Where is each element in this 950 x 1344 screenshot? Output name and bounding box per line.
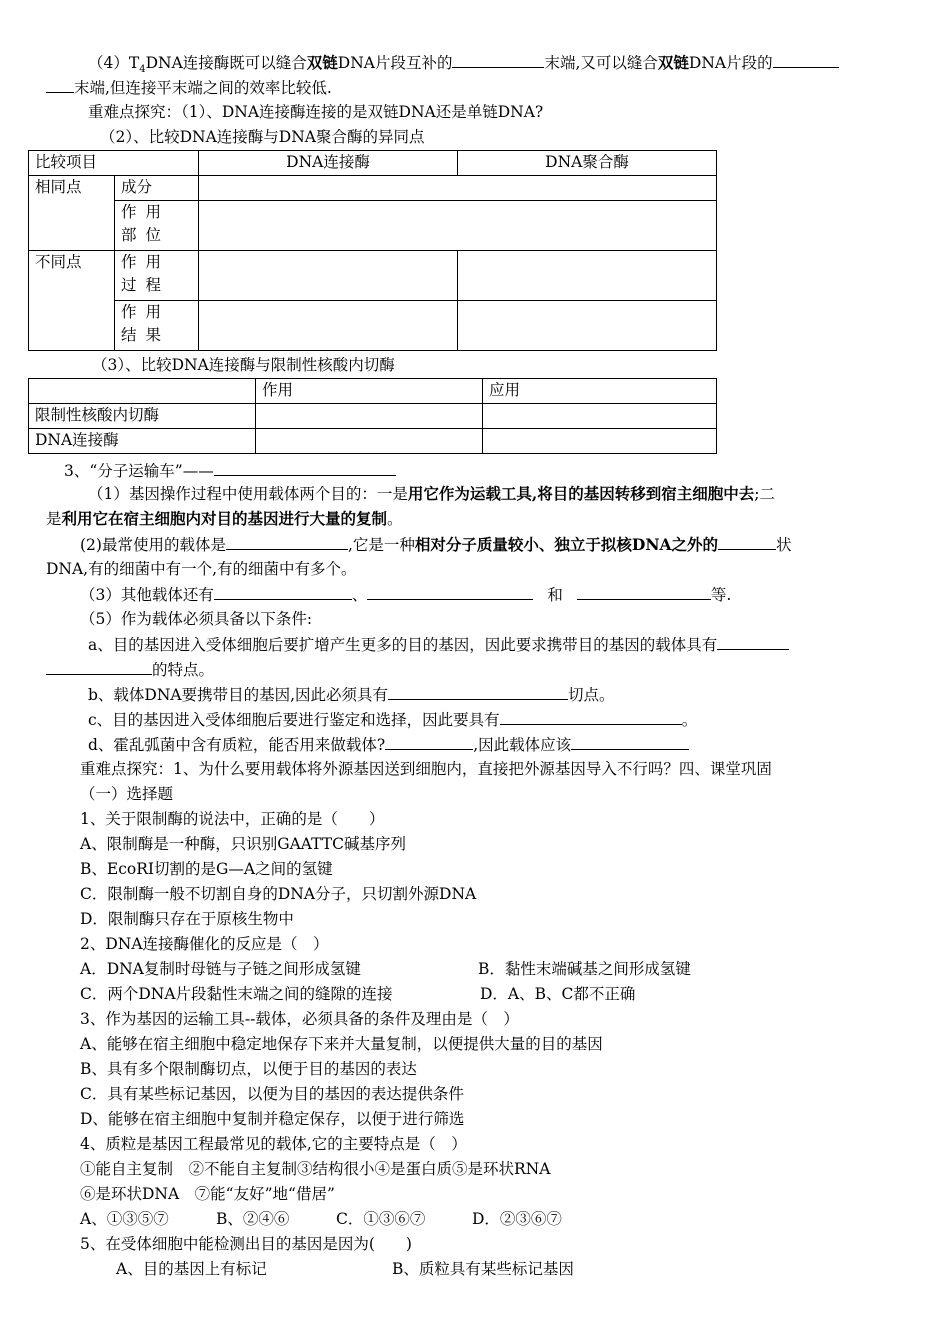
pd-line xyxy=(88,734,689,755)
p2-text-d: 状 xyxy=(776,536,792,554)
q4b-option-d[interactable]: D．②③⑥⑦ xyxy=(472,1210,562,1228)
q4b-option-b[interactable]: B、②④⑥ xyxy=(216,1210,290,1228)
p3-text-b: 、 xyxy=(351,586,368,604)
pc-text-b: 。 xyxy=(681,711,698,729)
q4b-option-c[interactable]: C．①③⑥⑦ xyxy=(336,1210,426,1228)
pc-line xyxy=(88,709,697,730)
pc-text-a: c、目的基因进入受体细胞后要进行鉴定和选择，因此要具有 xyxy=(88,711,500,729)
key-question-1: 重难点探究：（1）、DNA连接酶连接的是双链DNA还是单链DNA? xyxy=(88,103,544,121)
pa-line1 xyxy=(88,634,789,655)
key-question-2: （2）、比较DNA连接酶与DNA聚合酶的异同点 xyxy=(100,128,425,146)
pb-line xyxy=(88,684,615,705)
blank-p3-2[interactable] xyxy=(367,584,533,600)
pa-text-b: 的特点。 xyxy=(152,661,215,679)
p2-text-b: ,它是一种 xyxy=(347,536,415,554)
table2-row-restriction: 限制性核酸内切酶 xyxy=(29,404,256,429)
p1-text-c: ;二 xyxy=(754,485,776,503)
table1-cell-component[interactable] xyxy=(199,176,717,201)
blank-q4-2[interactable] xyxy=(773,52,839,68)
pb-text-a: b、载体DNA要携带目的基因,因此必须具有 xyxy=(88,686,389,704)
p1-text-d: 是 xyxy=(46,510,62,528)
table1-cell-site[interactable] xyxy=(199,201,717,251)
q4-text-d: 末端,又可以缝合 xyxy=(544,54,658,72)
q4-text-l2: 末端,但连接平末端之间的效率比较低. xyxy=(74,79,332,97)
table1-row-site: 作用部位 xyxy=(115,201,199,251)
pa-line2 xyxy=(46,659,214,680)
q3-option-d[interactable]: D、能够在宿主细胞中复制并稳定保存，以便于进行筛选 xyxy=(80,1110,465,1128)
comparison-table-ligase-polymerase xyxy=(28,150,717,351)
blank-p3-1[interactable] xyxy=(214,584,352,600)
table1-cell-process-ligase[interactable] xyxy=(199,251,458,301)
p1-bold-e: 利用它在宿主细胞内对目的基因进行大量的复制 xyxy=(61,509,388,528)
p1-line2 xyxy=(46,509,403,529)
q4-line1 xyxy=(88,52,839,80)
blank-pa-2[interactable] xyxy=(46,659,152,675)
q2-option-d[interactable]: D．A、B、C都不正确 xyxy=(480,985,636,1003)
p3-text-d: 等. xyxy=(710,586,732,604)
q4-text-e: DNA片段的 xyxy=(688,54,773,72)
table2-cell-ligase-function[interactable] xyxy=(256,429,483,454)
p1-bold-b: 用它作为运载工具,将目的基因转移到宿主细胞中去 xyxy=(407,484,755,503)
q2-option-a[interactable]: A．DNA复制时母链与子链之间形成氢键 xyxy=(80,960,361,978)
q4-text-a: DNA连接酶既可以缝合 xyxy=(145,54,307,72)
q4-prefix: （4）T xyxy=(88,54,140,72)
table1-header-polymerase: DNA聚合酶 xyxy=(458,151,717,176)
table2-header-application: 应用 xyxy=(483,379,717,404)
p1-text-a: （1）基因操作过程中使用载体两个目的：一是 xyxy=(88,485,408,503)
pd-text-b: ,因此载体应该 xyxy=(473,736,572,754)
table1-cell-result-ligase[interactable] xyxy=(199,301,458,351)
table2-header-function: 作用 xyxy=(256,379,483,404)
q2-option-c[interactable]: C．两个DNA片段黏性末端之间的缝隙的连接 xyxy=(80,985,393,1003)
q1-option-d[interactable]: D．限制酶只存在于原核生物中 xyxy=(80,910,294,928)
table2-cell-ligase-application[interactable] xyxy=(483,429,717,454)
q4-bold-1: 双链 xyxy=(306,53,338,72)
q1-option-c[interactable]: C．限制酶一般不切割自身的DNA分子，只切割外源DNA xyxy=(80,885,477,903)
section-3-label: 3、“分子运输车”—— xyxy=(64,462,214,480)
q1-option-a[interactable]: A、限制酶是一种酶，只识别GAATTC碱基序列 xyxy=(80,835,406,853)
blank-q4-2b[interactable] xyxy=(46,77,74,93)
q5-option-a[interactable]: A、目的基因上有标记 xyxy=(116,1260,267,1278)
table1-row-result: 作用结果 xyxy=(115,301,199,351)
q4-text-c: DNA片段互补的 xyxy=(337,54,453,72)
q4-subscript: 4 xyxy=(139,64,146,76)
table2-cell-restriction-function[interactable] xyxy=(256,404,483,429)
key-question-3: （3）、比较DNA连接酶与限制性核酸内切酶 xyxy=(92,356,395,374)
pd-text-a: d、霍乱弧菌中含有质粒，能否用来做载体? xyxy=(88,736,386,754)
p5-line: （5）作为载体必须具备以下条件: xyxy=(80,610,313,628)
q5-stem: 5、在受体细胞中能检测出目的基因是因为( ) xyxy=(80,1235,412,1253)
blank-sec3[interactable] xyxy=(214,460,396,476)
q4-bold-2: 双链 xyxy=(657,53,689,72)
q4b-option-a[interactable]: A、①③⑤⑦ xyxy=(80,1210,169,1228)
pa-text-a: a、目的基因进入受体细胞后要扩增产生更多的目的基因，因此要求携带目的基因的载体具有 xyxy=(88,636,718,654)
blank-pc[interactable] xyxy=(500,709,682,725)
blank-p2-1[interactable] xyxy=(226,534,348,550)
p3-line xyxy=(80,584,731,605)
p2-line1 xyxy=(80,534,792,555)
blank-p3-3[interactable] xyxy=(577,584,711,600)
q2-option-b[interactable]: B．黏性末端碱基之间形成氢键 xyxy=(478,960,691,978)
blank-q4-1[interactable] xyxy=(452,52,544,68)
table1-header-ligase: DNA连接酶 xyxy=(199,151,458,176)
p1-text-f: 。 xyxy=(387,510,403,528)
blank-pd-2[interactable] xyxy=(571,734,689,750)
blank-pd-1[interactable] xyxy=(385,734,473,750)
q1-option-b[interactable]: B、EcoRI切割的是G—A之间的氢键 xyxy=(80,860,333,878)
blank-pb[interactable] xyxy=(388,684,568,700)
q3-stem: 3、作为基因的运输工具--载体，必须具备的条件及理由是（ ） xyxy=(80,1010,519,1028)
p2-text-a: (2)最常使用的载体是 xyxy=(80,536,226,554)
q5-option-b[interactable]: B、质粒具有某些标记基因 xyxy=(392,1260,574,1278)
table2-row-ligase: DNA连接酶 xyxy=(29,429,256,454)
table1-row-component: 成分 xyxy=(115,176,199,201)
q4-line2 xyxy=(46,77,332,98)
p2-bold-c: 相对分子质量较小、独立于拟核DNA之外的 xyxy=(414,535,719,554)
q3-option-c[interactable]: C．具有某些标记基因，以便为目的基因的表达提供条件 xyxy=(80,1085,464,1103)
q3-option-a[interactable]: A、能够在宿主细胞中稳定地保存下来并大量复制，以便提供大量的目的基因 xyxy=(80,1035,603,1053)
section-3-title xyxy=(64,460,396,481)
table1-header-item: 比较项目 xyxy=(29,151,199,176)
q3-option-b[interactable]: B、具有多个限制酶切点，以便于目的基因的表达 xyxy=(80,1060,417,1078)
p1-line1 xyxy=(88,484,775,504)
q4b-items-2: ⑥是环状DNA ⑦能“友好”地“借居” xyxy=(80,1185,335,1203)
q1-stem: 1、关于限制酶的说法中，正确的是（ ） xyxy=(80,810,385,828)
q4b-items-1: ①能自主复制 ②不能自主复制③结构很小④是蛋白质⑤是环状RNA xyxy=(80,1160,551,1178)
table1-same-label: 相同点 xyxy=(29,176,115,251)
blank-p2-2[interactable] xyxy=(718,534,776,550)
comparison-table-ligase-restriction xyxy=(28,378,717,454)
table1-cell-result-polymerase[interactable] xyxy=(458,301,717,351)
p3-text-a: （3）其他载体还有 xyxy=(80,586,214,604)
blank-pa-1[interactable] xyxy=(717,634,789,650)
table2-header-blank xyxy=(29,379,256,404)
q4b-stem: 4、质粒是基因工程最常见的载体,它的主要特点是（ ） xyxy=(80,1135,467,1153)
key-question-4: 重难点探究：1、为什么要用载体将外源基因送到细胞内，直接把外源基因导入不行吗？四、课堂巩固 xyxy=(80,760,772,778)
table1-cell-process-polymerase[interactable] xyxy=(458,251,717,301)
table1-diff-label: 不同点 xyxy=(29,251,115,351)
table1-row-process: 作用过程 xyxy=(115,251,199,301)
q2-stem: 2、DNA连接酶催化的反应是（ ） xyxy=(80,935,329,953)
p3-text-c: 和 xyxy=(547,586,563,604)
table2-cell-restriction-application[interactable] xyxy=(483,404,717,429)
pb-text-b: 切点。 xyxy=(568,686,615,704)
p2-line2: DNA,有的细菌中有一个,有的细菌中有多个。 xyxy=(46,560,357,578)
choice-section-title: （一）选择题 xyxy=(80,785,174,803)
